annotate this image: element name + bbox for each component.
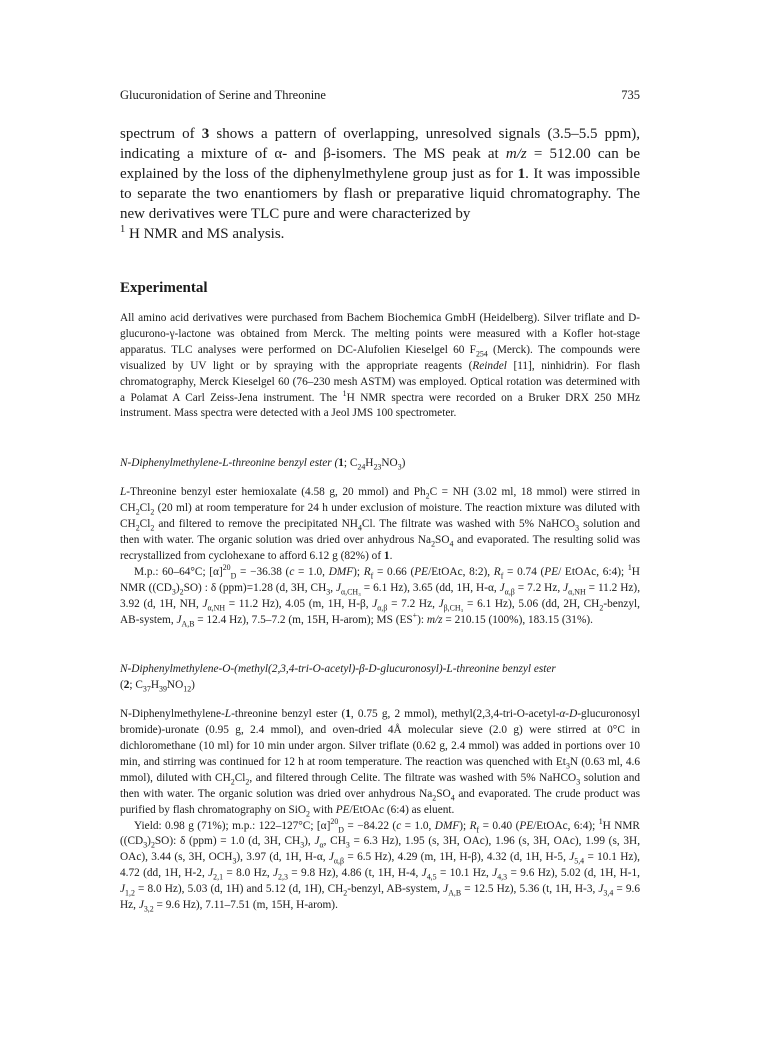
- compound-2-procedure: N-Diphenylmethylene-L-threonine benzyl ester (1, 0.75 g, 2 mmol), methyl(2,3,4-tri-O-acetyl-α-D-glucuronosyl bromide)-uronate (0.95 g, 2.4 mmol), and oven-dried 4Å molecular sieve (2.0 g) were stirred at 0°C in dichloromethane (10 ml) for 10 min under argon. Silver triflate (0.62 g, 2.4 mmol) was added in portions over 10 min, and stirring was continued for 12 h at room temperature. The reaction was quenched with $Et_3N$ (0.63 ml, 4.6 mmol), diluted with $CH_2Cl_2$, and filtered through Celite. The filtrate was washed with 5% NaHCO$_3$ solution and then with water. The organic solution was dried over anhydrous $Na_2SO_4$ and evaporated. The crude product was purified by flash chromatography on SiO$_2$ with PE/EtOAc (6:4) as eluent.: [120, 708, 641, 818]
- running-title: Glucuronidation of Serine and Threonine: [120, 88, 326, 102]
- compound-1-title: N-Diphenylmethylene-L-threonine benzyl ester (1; $C_{24}H_{23}NO_3$): [120, 457, 406, 472]
- page: [120, 88, 640, 914]
- running-header: [120, 88, 640, 103]
- experimental-paragraph: All amino acid derivatives were purchased from Bachem Biochemica GmbH (Heidelberg). Silver triflate and D-glucurono-γ-lactone was obtained from Merck. The melting points were measured with a Kofler hot-stage apparatus. TLC analyses were performed on DC-Alufolien Kieselgel 60 $F_{254}$ (Merck). The compounds were visualized by UV light or by spraying with the appropriate reagents (Reindel [11], ninhidrin). For flash chromatography, Merck Kieselgel 60 (76–230 mesh ASTM) was employed. Optical rotation was determined with a Polamat A Carl Zeiss-Jena instrument. The $^1$H NMR spectra were recorded on a Bruker DRX 250 MHz instrument. Mass spectra were detected with a Jeol JMS 100 spectrometer.: [120, 312, 640, 420]
- page-number: 735: [621, 88, 640, 102]
- section-heading-experimental: Experimental: [120, 280, 208, 296]
- lead-paragraph: spectrum of 3 shows a pattern of overlapping, unresolved signals (3.5–5.5 ppm), indicating a mixture of α- and β-isomers. The MS peak at m/z = 512.00 can be explained by the loss of the diphenylmethylene group just as for 1. It was impossible to separate the two enantiomers by flash or preparative liquid chromatography. The new derivatives were TLC pure and were characterized by $^1$ H NMR and MS analysis.: [120, 126, 641, 242]
- compound-2-characterization: Yield: 0.98 g (71%); m.p.: 122–127°C; $[\alpha]^{20}_D = -84.22$ (c = 1.0, DMF); $R_f = 0.40$ (PE/EtOAc, 6:4); $^1$H NMR $((CD_3)_2SO)$: δ (ppm) = 1.0 (d, 3H, $CH_3$), $J_\alpha$, $CH_3 = 6.3$ Hz), 1.95 (s, 3H, OAc), 1.96 (s, 3H, OAc), 1.99 (s, 3H, OAc), 3.44 (s, 3H, $OCH_3$), 3.97 (d, 1H, H-α, $J_{\alpha,\beta} = 6.5$ Hz), 4.29 (m, 1H, H-β), 4.32 (d, 1H, H-5, $J_{5,4} = 10.1$ Hz), 4.72 (dd, 1H, H-2, $J_{2,1} = 8.0$ Hz, $J_{2,3} = 9.8$ Hz), 4.86 (t, 1H, H-4, $J_{4,5} = 10.1$ Hz, $J_{4,3} = 9.6$ Hz), 5.02 (d, 1H, H-1, $J_{1,2} = 8.0$ Hz), 5.03 (d, 1H) and 5.12 (d, 1H), $CH_2$-benzyl, AB-system, $J_{A,B} = 12.5$ Hz), 5.36 (t, 1H, H-3, $J_{3,4} = 9.6$ Hz, $J_{3,2} = 9.6$ Hz), 7.11–7.51 (m, 15H, H-arom).: [120, 816, 641, 914]
- compound-2-title: N-Diphenylmethylene-O-(methyl(2,3,4-tri-O-acetyl)-β-D-glucuronosyl)-L-threonine benzyl ester (2; $C_{37}H_{39}NO_{12}$): [120, 663, 556, 694]
- compound-1-characterization: M.p.: 60–64°C; $[\alpha]^{20}_D = -36.38$ (c = 1.0, DMF); $R_f = 0.66$ (PE/EtOAc, 8:2), $R_f = 0.74$ (PE/ EtOAc, 6:4); $^1$H NMR $((CD_3)_2SO)$ : δ (ppm)=1.28 (d, 3H, $CH_3$, $J_{\alpha,CH_3} = 6.1$ Hz), 3.65 (dd, 1H, H-α, $J_{\alpha,\beta} = 7.2$ Hz, $J_{\alpha,NH} = 11.2$ Hz), 3.92 (d, 1H, NH, $J_{\alpha,NH} = 11.2$ Hz), 4.05 (m, 1H, H-β, $J_{\alpha,\beta} = 7.2$ Hz, $J_{\beta,CH_3} = 6.1$ Hz), 5.06 (dd, 2H, $CH_2$-benzyl, AB-system, $J_{A,B} = 12.4$ Hz), 7.5–7.2 (m, 15H, H-arom); MS (ES+): m/z = 210.15 (100%), 183.15 (31%).: [120, 563, 641, 628]
- compound-1-procedure: L-Threonine benzyl ester hemioxalate (4.58 g, 20 mmol) and $Ph_2C$ = NH (3.02 ml, 18 mmol) were stirred in $CH_2Cl_2$ (20 ml) at room temperature for 24 h under exclusion of moisture. The reaction mixture was diluted with $CH_2Cl_2$ and filtered to remove the precipitated $NH_4Cl$. The filtrate was washed with 5% NaHCO$_3$ solution and then with water. The organic solution was dried over anhydrous $Na_2SO_4$ and evaporated. The resulting solid was recrystallized from cyclohexane to afford 6.12 g (82%) of 1.: [120, 486, 640, 562]
